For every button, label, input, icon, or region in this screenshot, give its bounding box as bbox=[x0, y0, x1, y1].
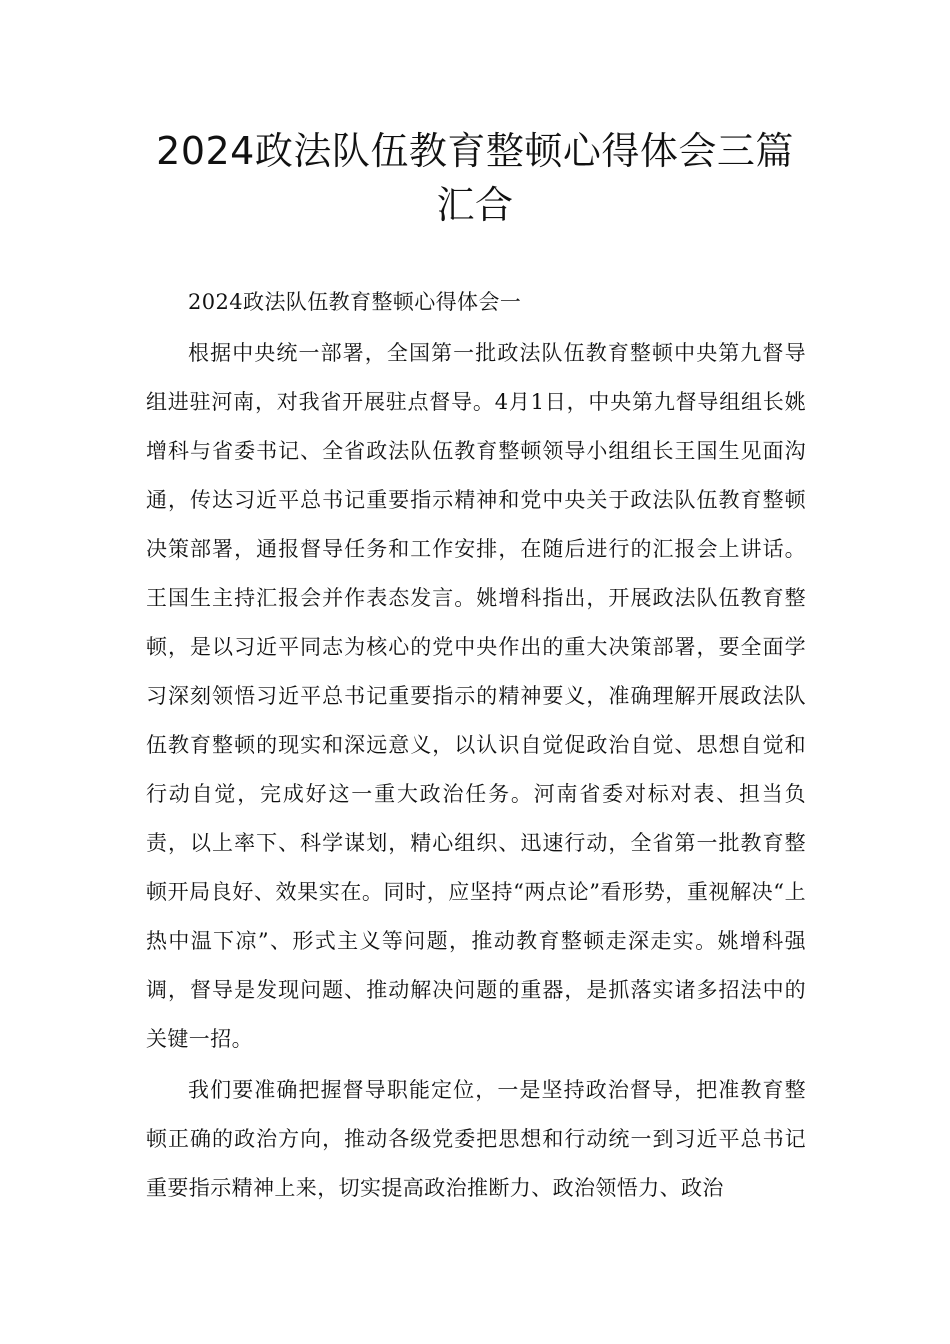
document-body bbox=[146, 278, 806, 1215]
paragraph-1: 根据中央统一部署，全国第一批政法队伍教育整顿中央第九督导组进驻河南，对我省开展驻点督导。4月1日，中央第九督导组组长姚增科与省委书记、全省政法队伍教育整顿领导小组组长王国生见面沟通，传达习近平总书记重要指示精神和党中央关于政法队伍教育整顿决策部署，通报督导任务和工作安排，在随后进行的汇报会上讲话。王国生主持汇报会并作表态发言。姚增科指出，开展政法队伍教育整顿，是以习近平同志为核心的党中央作出的重大决策部署，要全面学习深刻领悟习近平总书记重要指示的精神要义，准确理解开展政法队伍教育整顿的现实和深远意义，以认识自觉促政治自觉、思想自觉和行动自觉，完成好这一重大政治任务。河南省委对标对表、担当负责，以上率下、科学谋划，精心组织、迅速行动，全省第一批教育整顿开局良好、效果实在。同时，应坚持“两点论”看形势，重视解决“上热中温下凉”、形式主义等问题，推动教育整顿走深走实。姚增科强调，督导是发现问题、推动解决问题的重器，是抓落实诸多招法中的关键一招。 bbox=[146, 341, 806, 1051]
paragraph-2: 我们要准确把握督导职能定位，一是坚持政治督导，把准教育整顿正确的政治方向，推动各级党委把思想和行动统一到习近平总书记重要指示精神上来，切实提高政治推断力、政治领悟力、政治 bbox=[146, 1078, 806, 1200]
document-title: 2024政法队伍教育整顿心得体会三篇汇合 bbox=[156, 129, 794, 227]
section-subtitle: 2024政法队伍教育整顿心得体会一 bbox=[188, 290, 522, 314]
